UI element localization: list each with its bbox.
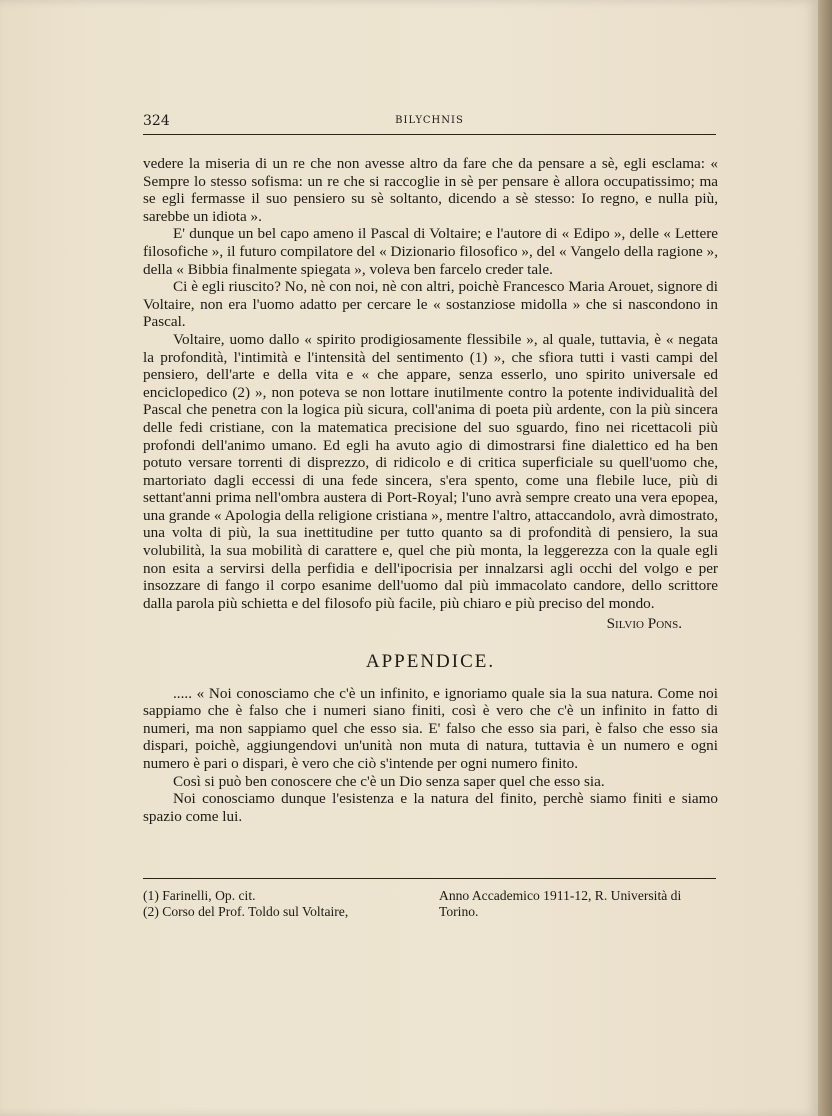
article-body bbox=[143, 155, 718, 825]
footnotes bbox=[143, 888, 718, 920]
footnote-1: (1) Farinelli, Op. cit. bbox=[143, 888, 256, 903]
appendix-paragraph: Così si può ben conoscere che c'è un Dio senza saper quel che esso sia. bbox=[173, 772, 605, 790]
footnote-2: (2) Corso del Prof. Toldo sul Voltaire, bbox=[143, 904, 349, 919]
footnote-1-cont: Anno Accademico 1911-12, R. Università di bbox=[439, 888, 682, 903]
article-paragraph: Voltaire, uomo dallo « spirito prodigiosamente flessibile », al quale, tuttavia, è « negata la profondità, l'intimità e l'intensità del sentimento (1) », che sfiora tutti i vasti campi del pensiero, dell'arte e della vita e « che appare, senza esserlo, uno spirito universale ed enciclopedico (2) », non poteva se non lottare inutilmente contro la potente individualità del Pascal che penetra con la logica più sicura, coll'anima di poeta più ardente, con la più sincera delle fedi cristiane, con la matematica precisione del suo sguardo, fino nei ricettacoli più profondi dell'animo umano. Ed egli ha avuto agio di dimostrarsi fine dialettico ed ha ben potuto versare torrenti di disprezzo, di ridicolo e di critica superficiale su quell'uomo che, martoriato dagli eccessi di una fede sincera, s'era spento, come una flebile luce, più di settant'anni prima nell'ombra austera di Port-Royal; l'uno avrà sempre creato una vera epopea, una grande « Apologia della religione cristiana », mentre l'altro, attaccandolo, avrà dimostrato, una volta di più, la sua inettitudine per tutto quanto sa di profondità di pensiero, la sua volubilità, la sua mobilità di carattere e, quel che più monta, la leggerezza con la quale egli non esita a servirsi della perfidia e dell'ipocrisia per innalzarsi agli occhi del volgo e per insozzare di fango il corpo esanime dell'uomo dal più immacolato candore, dello scrittore dalla parola più schietta e del filosofo più facile, più chiaro e più preciso del mondo. bbox=[143, 330, 718, 612]
appendix-paragraph: ..... « Noi conosciamo che c'è un infinito, e ignoriamo quale sia la sua natura. Come noi sappiamo che è falso che i numeri siano finiti, così è vero che c'è un infinito in fatto di numeri, ma non sappiamo quel che esso sia. E' falso che esso sia pari, è falso che esso sia dispari, poichè, aggiungendovi un'unità non muta di natura, tuttavia è un numero e ogni numero è pari o dispari, è vero che ciò s'intende per ogni numero finito. bbox=[143, 684, 718, 772]
running-title: BILYCHNIS bbox=[395, 115, 464, 126]
page-edge bbox=[818, 0, 832, 1116]
appendix-heading: APPENDICE. bbox=[365, 651, 496, 673]
author-signature: Silvio Pons. bbox=[606, 615, 682, 633]
appendix-paragraph: Noi conosciamo dunque l'esistenza e la natura del finito, perchè siamo finiti e siamo spazio come lui. bbox=[143, 790, 718, 825]
header-rule bbox=[143, 134, 716, 135]
article-paragraph: vedere la miseria di un re che non avesse altro da fare che da pensare a sè, egli esclama: « Sempre lo stesso sofisma: un re che si raccoglie in sè per pensare è allora occupatissimo; ma se egli fermasse il suo pensiero su sè soltanto, dicendo a sè stesso: Io regno, e nulla più, sarebbe un idiota ». bbox=[143, 155, 718, 225]
page-number: 324 bbox=[143, 113, 170, 129]
footnote-rule bbox=[143, 878, 716, 879]
article-paragraph: Ci è egli riuscito? No, nè con noi, nè con altri, poichè Francesco Maria Arouet, signore di Voltaire, non era l'uomo adatto per cercare le « sostanziose midolla » che si nascondono in Pascal. bbox=[143, 278, 718, 331]
footnote-2-cont: Torino. bbox=[439, 904, 479, 919]
page-header bbox=[143, 113, 716, 133]
article-paragraph: E' dunque un bel capo ameno il Pascal di Voltaire; e l'autore di « Edipo », delle « Lettere filosofiche », il futuro compilatore del « Dizionario filosofico », del « Vangelo della ragione », della « Bibbia finalmente spiegata », voleva ben farcelo creder tale. bbox=[143, 225, 718, 278]
